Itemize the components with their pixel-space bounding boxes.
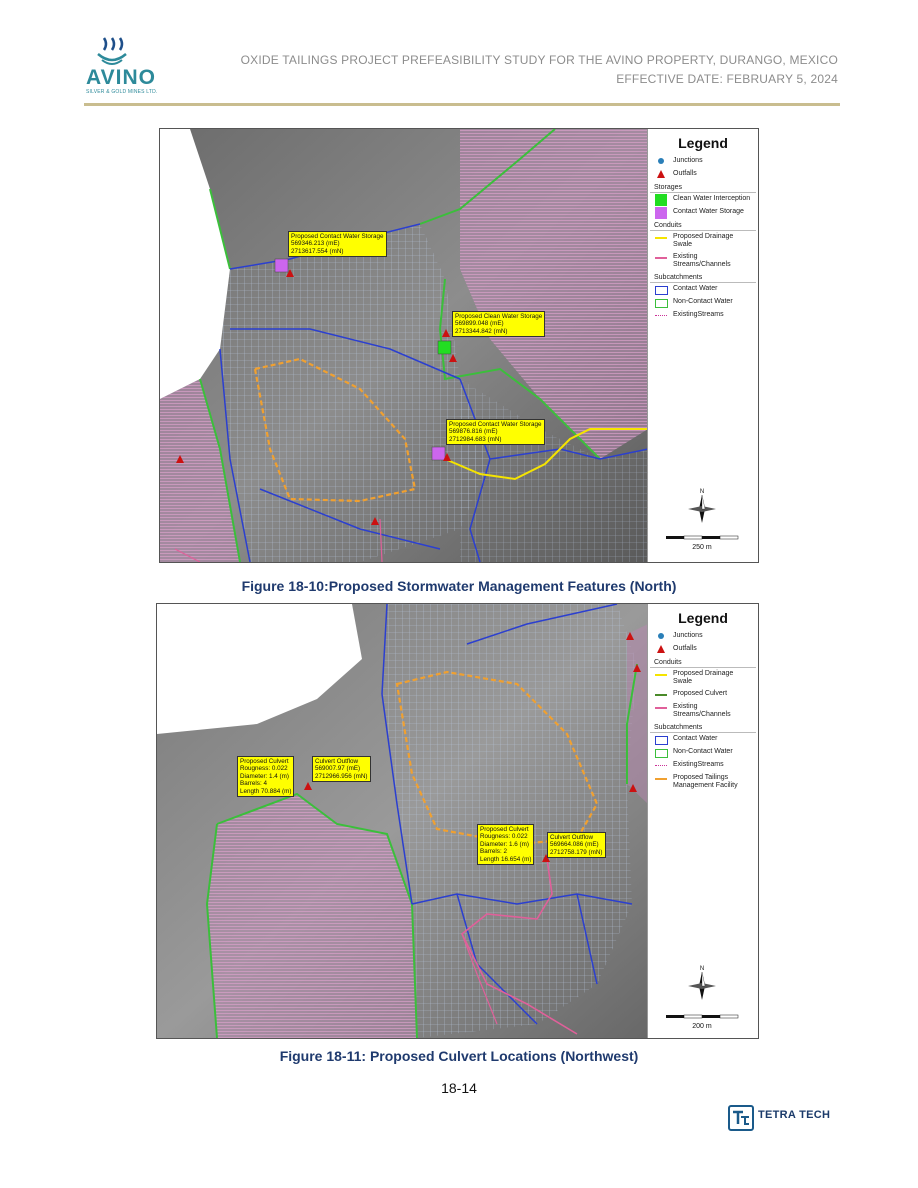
existing-streams-icon [655, 765, 667, 766]
scale-label: 250 m [692, 544, 712, 551]
existing-streams-icon [655, 315, 667, 316]
scale-bar [662, 533, 742, 553]
legend-section-subcatchments: Subcatchments [650, 721, 756, 733]
contact-water-icon [655, 736, 668, 745]
legend-item-contact-storage: Contact Water Storage [648, 206, 758, 219]
culvert-line-icon [655, 694, 667, 696]
legend-item-contact-water: Contact Water [648, 733, 758, 746]
legend-section-subcatchments: Subcatchments [650, 271, 756, 283]
legend-northwest [647, 604, 758, 1038]
stream-line-icon [655, 707, 667, 709]
callout-contact-storage-2: Proposed Contact Water Storage 569876.816 (mE) 2712984.683 (mN) [446, 419, 545, 445]
tetra-tech-logo-icon [728, 1105, 754, 1131]
legend-title: Legend [678, 610, 728, 626]
north-arrow-icon [684, 962, 720, 1006]
contact-storage-icon [655, 207, 667, 219]
map-north [160, 129, 648, 562]
figure-caption-northwest: Figure 18-11: Proposed Culvert Locations (Northwest) [279, 1048, 639, 1064]
outfall-icon [657, 645, 665, 653]
non-contact-icon [655, 299, 668, 308]
tailings-icon [655, 778, 667, 780]
scale-label: 200 m [692, 1023, 712, 1030]
stream-line-icon [655, 257, 667, 259]
figure-caption-north: Figure 18-10:Proposed Stormwater Management Features (North) [241, 578, 677, 594]
legend-item-contact-water: Contact Water [648, 283, 758, 296]
north-label: N [699, 966, 705, 972]
legend-item-existing-streams: ExistingStreams [648, 759, 758, 772]
legend-item-non-contact: Non-Contact Water [648, 746, 758, 759]
scale-bar [662, 1012, 742, 1032]
legend-item-swale: Proposed Drainage Swale [648, 668, 758, 688]
junction-icon [658, 158, 664, 164]
legend-item-culvert: Proposed Culvert [648, 688, 758, 701]
outfall-icon [657, 170, 665, 178]
legend-title: Legend [678, 135, 728, 151]
company-name: TETRA TECH [758, 1109, 831, 1121]
legend-item-junctions: Junctions [648, 630, 758, 643]
legend-item-swale: Proposed Drainage Swale [648, 231, 758, 251]
legend-item-non-contact: Non-Contact Water [648, 296, 758, 309]
legend-item-tailings: Proposed Tailings Management Facility [648, 772, 758, 792]
figure-northwest-map [156, 603, 759, 1039]
legend-item-existing-streams: ExistingStreams [648, 309, 758, 322]
logo-wordmark: AVINO [86, 66, 156, 89]
callout-culvert-2: Proposed Culvert Rougness: 0.022 Diameter: 1.6 (m) Barrels: 2 Length 16.654 (m) [477, 824, 534, 865]
figure-north-map [159, 128, 759, 563]
junction-icon [658, 633, 664, 639]
header-date: EFFECTIVE DATE: FEBRUARY 5, 2024 [616, 72, 838, 86]
legend-section-storages: Storages [650, 181, 756, 193]
callout-clean-storage: Proposed Clean Water Storage 569899.048 (mE) 2713344.842 (mN) [452, 311, 545, 337]
non-contact-icon [655, 749, 668, 758]
page-number: 18-14 [441, 1080, 477, 1096]
legend-item-clean-water: Clean Water Interception [648, 193, 758, 206]
clean-storage-icon [655, 194, 667, 206]
callout-culvert-outflow-2: Culvert Outflow 569664.086 (mE) 2712758.179 (mN) [547, 832, 606, 858]
contact-water-icon [655, 286, 668, 295]
north-arrow-icon [684, 485, 720, 529]
legend-section-conduits: Conduits [650, 656, 756, 668]
swale-line-icon [655, 674, 667, 676]
north-label: N [699, 489, 705, 495]
swale-line-icon [655, 237, 667, 239]
callout-culvert-1: Proposed Culvert Rougness: 0.022 Diameter: 1.4 (m) Barrels: 4 Length 70.884 (m) [237, 756, 294, 797]
header-rule [84, 103, 840, 106]
logo-subtext: SILVER & GOLD MINES LTD. [86, 89, 158, 95]
legend-item-existing-channels: Existing Streams/Channels [648, 701, 758, 721]
legend-section-conduits: Conduits [650, 219, 756, 231]
map-northwest [157, 604, 648, 1038]
legend-item-outfalls: Outfalls [648, 643, 758, 656]
legend-item-outfalls: Outfalls [648, 168, 758, 181]
legend-north [647, 129, 758, 562]
header-title: OXIDE TAILINGS PROJECT PREFEASIBILITY STUDY FOR THE AVINO PROPERTY, DURANGO, MEXICO [240, 53, 838, 67]
legend-item-existing-channels: Existing Streams/Channels [648, 251, 758, 271]
legend-item-junctions: Junctions [648, 155, 758, 168]
callout-contact-storage-1: Proposed Contact Water Storage 569346.213 (mE) 2713617.554 (mN) [288, 231, 387, 257]
callout-culvert-outflow-1: Culvert Outflow 569007.97 (mE) 2712966.956 (mN) [312, 756, 371, 782]
